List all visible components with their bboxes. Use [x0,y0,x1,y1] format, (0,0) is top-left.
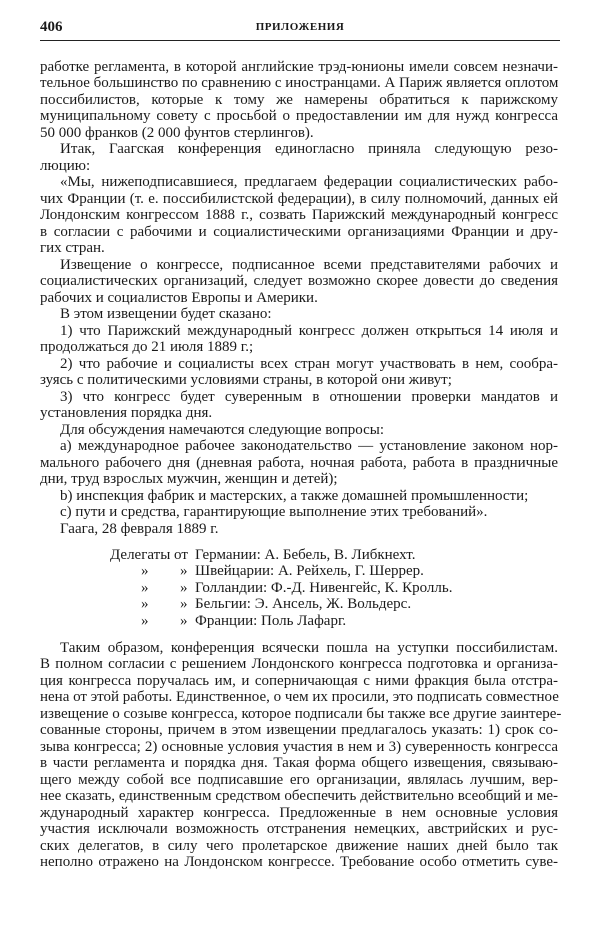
ditto-mark: » [141,595,149,612]
text-line: 1) что Парижский международный конгресс должен открыться 14 июля и [60,322,558,339]
text-line: 50 000 франков (2 000 фунтов стерлингов). [40,124,314,141]
text-line: зыва конгресса; 2) основные условия участия в нем и 3) суверенность конгресса [40,738,558,755]
ditto-mark: » [180,612,188,629]
ditto-mark: » [180,595,188,612]
text-line: «Мы, нижеподписавшиеся, предлагаем федерации социалистических рабо- [60,174,558,190]
text-line: Гаага, 28 февраля 1889 г. [60,520,219,537]
text-line: b) инспекция фабрик и мастерских, а также домашней промышленности; [60,487,529,504]
text-line: дни, труд взрослых мужчин, женщин и детей); [40,471,338,487]
text-line: 3) что конгресс будет суверенным в отношении проверки мандатов и [60,388,558,405]
text-line: В полном согласии с решением Лондонского конгресса подготовка и организа- [40,656,558,672]
text-line: люцию: [40,157,91,174]
text-line: ция конгресса поручалась им, и соперничающая с ними фракция была отстра- [40,672,558,689]
text-line: гих стран. [40,240,105,256]
delegate-row: Голландии: Ф.-Д. Нивенгейс, К. Кролль. [195,579,453,596]
text-line: рабочих и социалистов Европы и Америки. [40,289,318,306]
delegate-row: Бельгии: Э. Ансель, Ж. Вольдерс. [195,595,412,612]
text-line: тельное большинство по сравнению с иностранцами. А Париж является оплотом [40,75,559,91]
running-head: ПРИЛОЖЕНИЯ [255,21,345,33]
text-line: Извещение о конгрессе, подписанное всеми представителями рабочих и [60,256,558,273]
text-line: нена от этой работы. Единственное, о чем их просили, это подписать совместное [40,689,559,705]
text-line: а) международное рабочее законодательство — установление законом нор- [60,438,558,454]
text-line: c) пути и средства, гарантирующие выполнение этих требований». [60,504,488,520]
text-line: в части регламента и порядка дня. Такая форма общего извещения, связываю- [40,755,558,771]
text-line: В этом извещении будет сказано: [60,306,272,322]
text-line: нее сказать, единственным средством обеспечить действительно всеобщий и ме- [40,788,558,804]
text-line: участия исключали возможность отстранения немецких, австрийских и рус- [40,821,558,837]
text-line: зуясь с политическими условиями страны, в которой они живут; [40,372,452,388]
text-line: Лондонским конгрессом 1888 г., созвать Парижский международный конгресс [40,207,558,223]
page-number: 406 [40,19,63,35]
ditto-mark: » [141,579,149,596]
text-line: муниципальному совету с просьбой о предоставлении им для нужд конгресса [40,108,558,124]
text-line: социалистических организаций, следует возможно скорее довести до сведения [40,273,558,289]
text-line: Итак, Гаагская конференция единогласно приняла следующую резо- [60,141,558,157]
ditto-mark: » [141,612,149,629]
text-line: 2) что рабочие и социалисты всех стран могут участвовать в нем, сообра- [60,355,558,372]
text-line: сованные стороны, причем в этом извещении предлагалось указать: 1) срок со- [40,722,558,738]
delegate-row: Германии: А. Бебель, В. Либкнехт. [195,546,416,563]
delegates-heading: Делегаты от [110,546,188,563]
text-line: щего между собой все подписавшие его организации, являлась лучшим, вер- [40,771,558,788]
delegate-row: Франции: Поль Лафарг. [195,612,347,629]
delegate-row: Швейцарии: А. Рейхель, Г. Шеррер. [195,562,424,579]
text-line: извещение о созыве конгресса, которое подписали бы также все другие заинтере- [40,705,562,722]
text-line: в согласии с рабочими и социалистическими организациями Франции и дру- [40,223,558,240]
text-line: продолжаться до 21 июля 1889 г.; [40,339,254,355]
ditto-mark: » [141,562,149,579]
text-line: работке регламента, в которой английские трэд-юнионы имели совсем незначи- [40,58,558,75]
text-line: ских делегатов, в силу чего пролетарское движение наших дней было так [40,837,558,854]
header-rule [40,40,560,41]
text-line: мального рабочего дня (дневная работа, ночная работа, работа в праздничные [40,454,558,471]
text-line: неполно отражено на Лондонском конгрессе. Требование особо отметить суве- [40,854,558,870]
text-line: установления порядка дня. [40,405,213,421]
text-line: Для обсуждения намечаются следующие вопросы: [60,421,385,438]
ditto-mark: » [180,579,188,596]
text-line: ждународный характер конгресса. Предложенные в нем основные условия [40,804,558,821]
text-line: Таким образом, конференция всячески пошла на уступки поссибилистам. [60,639,558,656]
ditto-mark: » [180,562,188,579]
text-line: чих Франции (т. е. поссибилистской федерации), в силу полномочий, данных ей [40,190,558,207]
text-line: поссибилистов, которые к тому же намерены обратиться к парижскому [40,91,558,108]
